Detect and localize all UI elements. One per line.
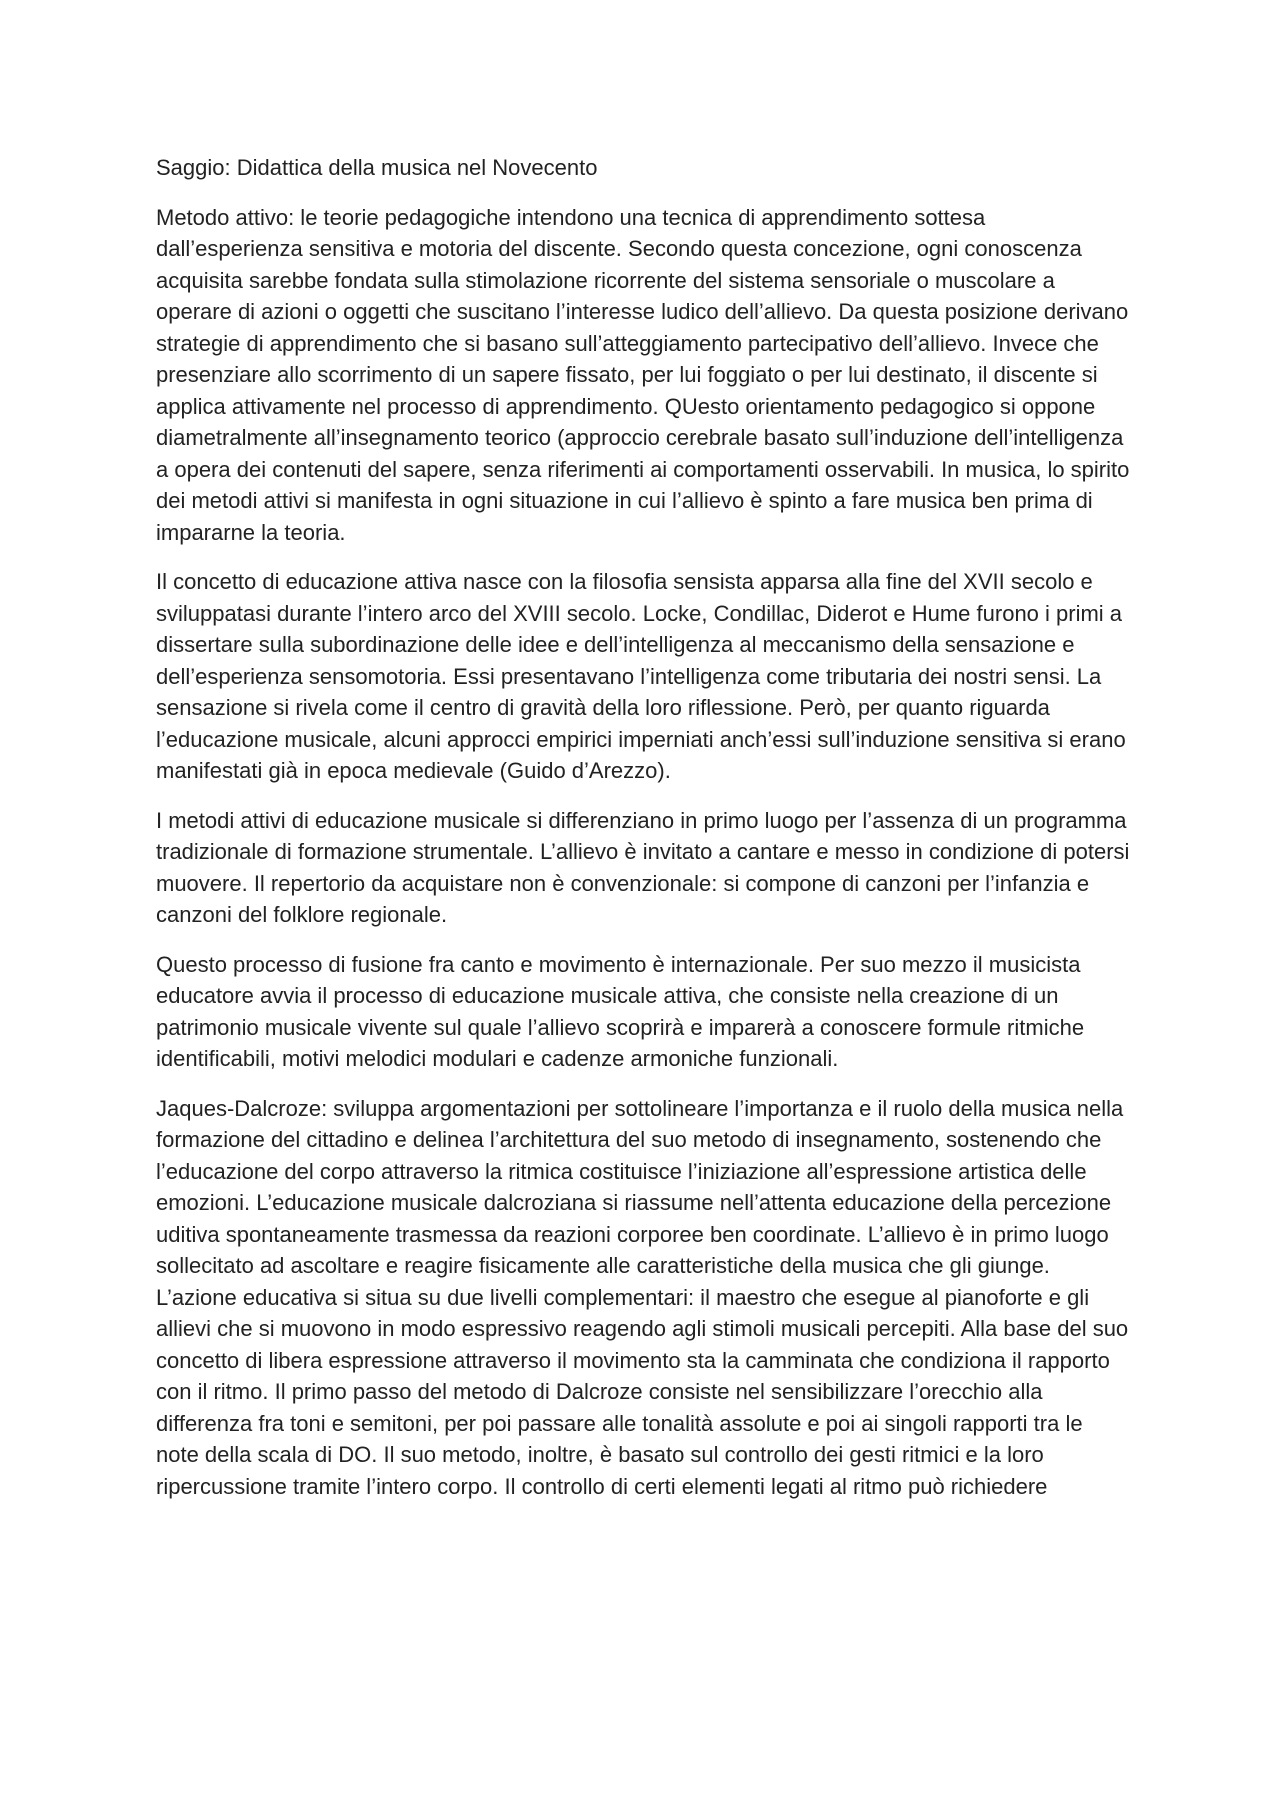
document-body xyxy=(156,152,1131,1520)
paragraph-metodo-attivo: Metodo attivo: le teorie pedagogiche intendono una tecnica di apprendimento sottesa dall’esperienza sensitiva e motoria del discente. Secondo questa concezione, ogni conoscenza acquisita sarebbe fondata sulla stimolazione ricorrente del sistema sensoriale o muscolare a operare di azioni o oggetti che suscitano l’interesse ludico dell’allievo. Da questa posizione derivano strategie di apprendimento che si basano sull’atteggiamento partecipativo dell’allievo. Invece che presenziare allo scorrimento di un sapere fissato, per lui foggiato o per lui destinato, il discente si applica attivamente nel processo di apprendimento. QUesto orientamento pedagogico si oppone diametralmente all’insegnamento teorico (approccio cerebrale basato sull’induzione dell’intelligenza a opera dei contenuti del sapere, senza riferimenti ai comportamenti osservabili. In musica, lo spirito dei metodi attivi si manifesta in ogni situazione in cui l’allievo è spinto a fare musica ben prima di impararne la teoria. xyxy=(156,204,1130,545)
paragraph-metodi-attivi: I metodi attivi di educazione musicale si differenziano in primo luogo per l’assenza di un programma tradizionale di formazione strumentale. L’allievo è invitato a cantare e messo in condizione di potersi muovere. Il repertorio da acquistare non è convenzionale: si compone di canzoni per l’infanzia e canzoni del folklore regionale. xyxy=(156,807,1130,927)
paragraph-fusione-canto-movimento: Questo processo di fusione fra canto e movimento è internazionale. Per suo mezzo il musicista educatore avvia il processo di educazione musicale attiva, che consiste nella creazione di un patrimonio musicale vivente sul quale l’allievo scoprirà e imparerà a conoscere formule ritmiche identificabili, motivi melodici modulari e cadenze armoniche funzionali. xyxy=(156,951,1085,1071)
paragraph-educazione-attiva: Il concetto di educazione attiva nasce con la filosofia sensista apparsa alla fine del XVII secolo e sviluppatasi durante l’intero arco del XVIII secolo. Locke, Condillac, Diderot e Hume furono i primi a dissertare sulla subordinazione delle idee e dell’intelligenza al meccanismo della sensazione e dell’esperienza sensomotoria. Essi presentavano l’intelligenza come tributaria dei nostri sensi. La sensazione si rivela come il centro di gravità della loro riflessione. Però, per quanto riguarda l’educazione musicale, alcuni approcci empirici imperniati anch’essi sull’induzione sensitiva si erano manifestati già in epoca medievale (Guido d’Arezzo). xyxy=(156,569,1126,783)
paragraph-jaques-dalcroze: Jaques-Dalcroze: sviluppa argomentazioni per sottolineare l’importanza e il ruolo della musica nella formazione del cittadino e delinea l’architettura del suo metodo di insegnamento, sostenendo che l’educazione del corpo attraverso la ritmica costituisce l’iniziazione all’espressione artistica delle emozioni. L’educazione musicale dalcroziana si riassume nell’attenta educazione della percezione uditiva spontaneamente trasmessa da reazioni corporee ben coordinate. L’allievo è in primo luogo sollecitato ad ascoltare e reagire fisicamente alle caratteristiche della musica che gli giunge. L’azione educativa si situa su due livelli complementari: il maestro che esegue al pianoforte e gli allievi che si muovono in modo espressivo reagendo agli stimoli musicali percepiti. Alla base del suo concetto di libera espressione attraverso il movimento sta la camminata che condiziona il rapporto con il ritmo. Il primo passo del metodo di Dalcroze consiste nel sensibilizzare l’orecchio alla differenza fra toni e semitoni, per poi passare alle tonalità assolute e poi ai singoli rapporti tra le note della scala di DO. Il suo metodo, inoltre, è basato sul controllo dei gesti ritmici e la loro ripercussione tramite l’intero corpo. Il controllo di certi elementi legati al ritmo può richiedere xyxy=(156,1095,1129,1499)
document-title: Saggio: Didattica della musica nel Novecento xyxy=(156,155,598,180)
